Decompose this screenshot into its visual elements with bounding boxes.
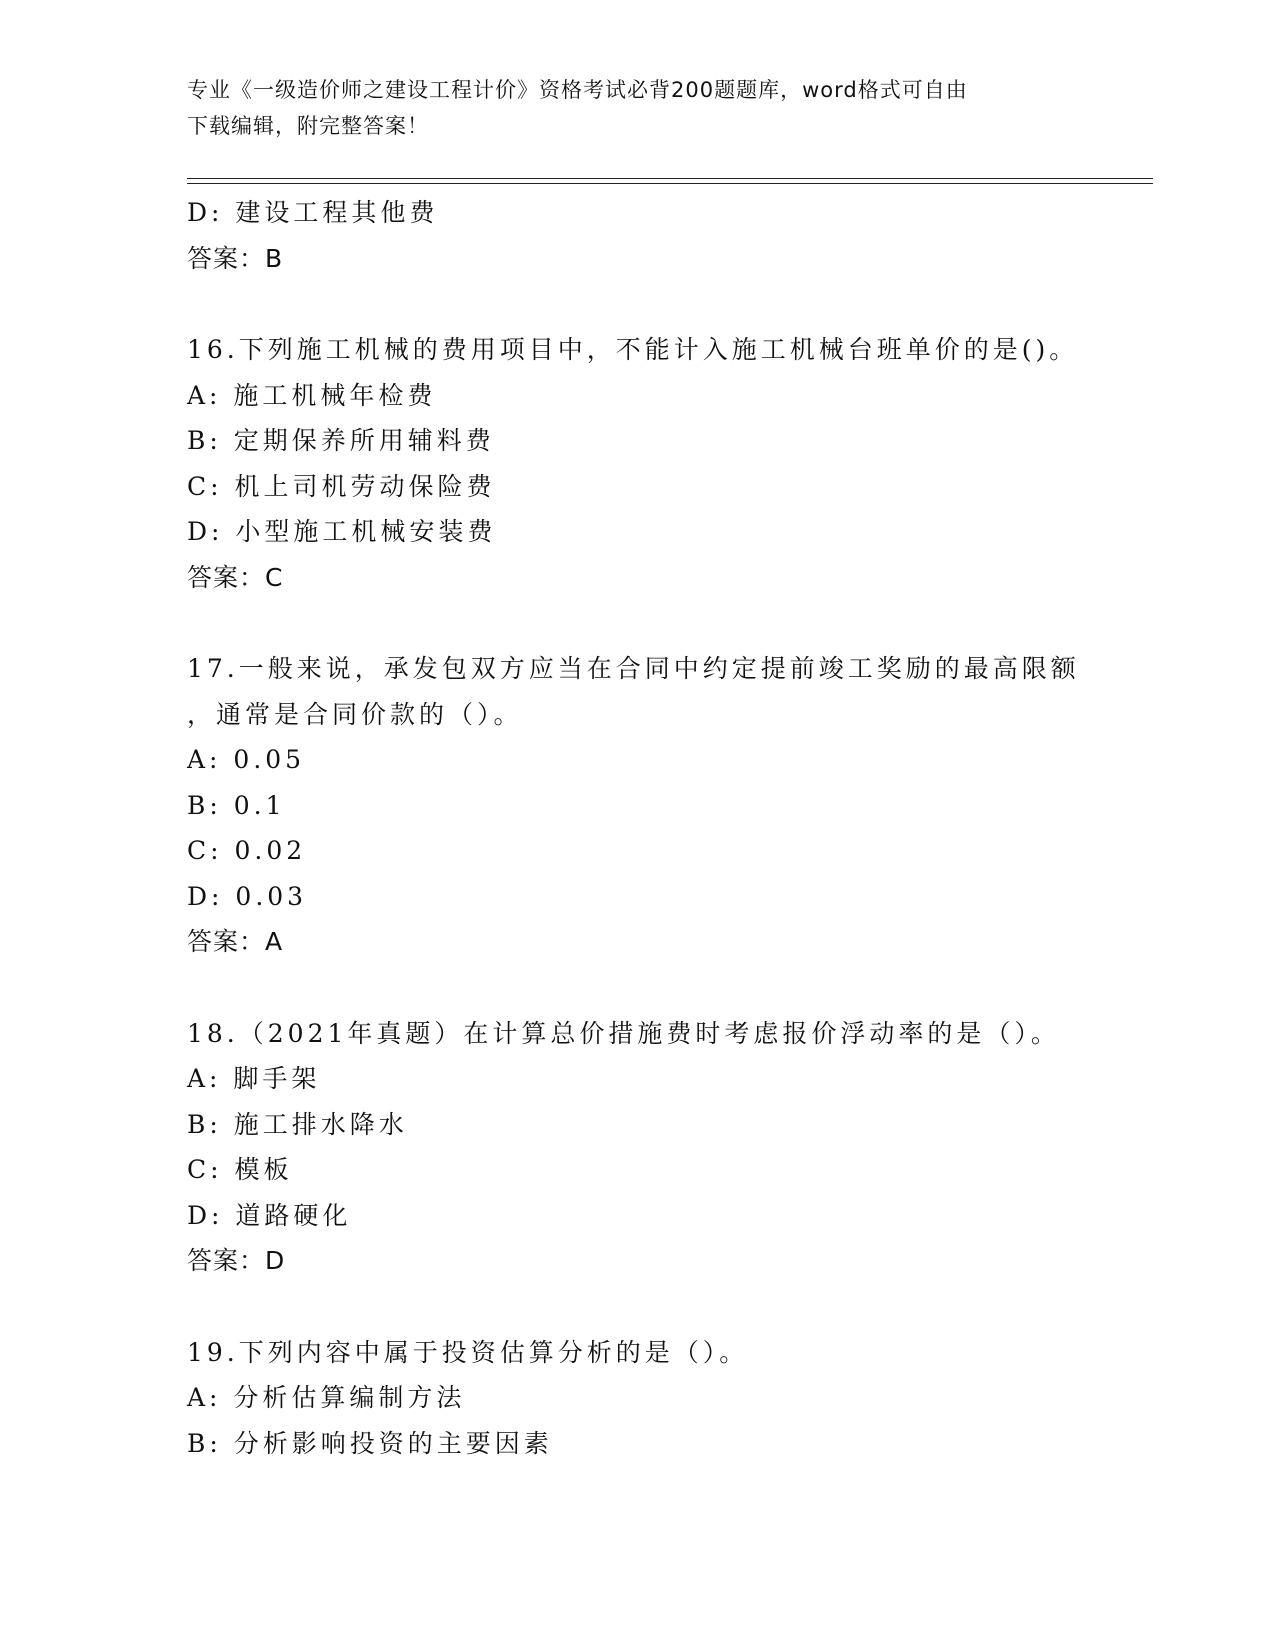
option-c: C: 0.02 <box>187 836 307 865</box>
header-line-1: 专业《一级造价师之建设工程计价》资格考试必背200题题库，word格式可自由 <box>187 78 968 102</box>
question-text: 18.（2021年真题）在计算总价措施费时考虑报价浮动率的是（）。 <box>187 1018 1060 1048</box>
answer-line: 答案：C <box>187 562 284 592</box>
option-b: B: 施工排水降水 <box>187 1109 408 1139</box>
answer-line: 答案：B <box>187 243 284 273</box>
answer-line: 答案：D <box>187 1246 286 1275</box>
question-text-line-2: ，通常是合同价款的（）。 <box>187 699 523 729</box>
option-d: D: 小型施工机械安装费 <box>187 517 497 546</box>
option-b: B: 0.1 <box>187 790 286 820</box>
option-a: A: 脚手架 <box>187 1064 321 1093</box>
header-rule-top <box>187 178 1153 179</box>
question-16 <box>187 327 1107 600</box>
option-c: C: 模板 <box>187 1155 293 1184</box>
option-a: A: 施工机械年检费 <box>187 380 437 410</box>
option-a: A: 0.05 <box>187 745 306 774</box>
option-b: B: 分析影响投资的主要因素 <box>187 1428 553 1458</box>
option-b: B: 定期保养所用辅料费 <box>187 426 495 455</box>
question-text-line-1: 17.一般来说，承发包双方应当在合同中约定提前竣工奖励的最高限额 <box>187 654 1080 683</box>
question-text: 19.下列内容中属于投资估算分析的是（）。 <box>187 1337 749 1367</box>
question-text: 16.下列施工机械的费用项目中，不能计入施工机械台班单价的是()。 <box>187 335 1079 364</box>
option-d: D: 道路硬化 <box>187 1200 352 1230</box>
previous-question-tail <box>187 190 1107 281</box>
question-19 <box>187 1330 1107 1467</box>
question-content <box>187 190 1107 1466</box>
answer-line: 答案：A <box>187 927 284 956</box>
option-d: D: 0.03 <box>187 881 308 911</box>
document-header <box>187 72 1087 144</box>
header-rule-bottom <box>187 183 1153 184</box>
option-d: D: 建设工程其他费 <box>187 198 439 227</box>
question-18 <box>187 1011 1107 1284</box>
question-17 <box>187 646 1107 965</box>
option-c: C: 机上司机劳动保险费 <box>187 471 496 501</box>
option-a: A: 分析估算编制方法 <box>187 1383 466 1412</box>
header-line-2: 下载编辑，附完整答案！ <box>187 114 429 138</box>
